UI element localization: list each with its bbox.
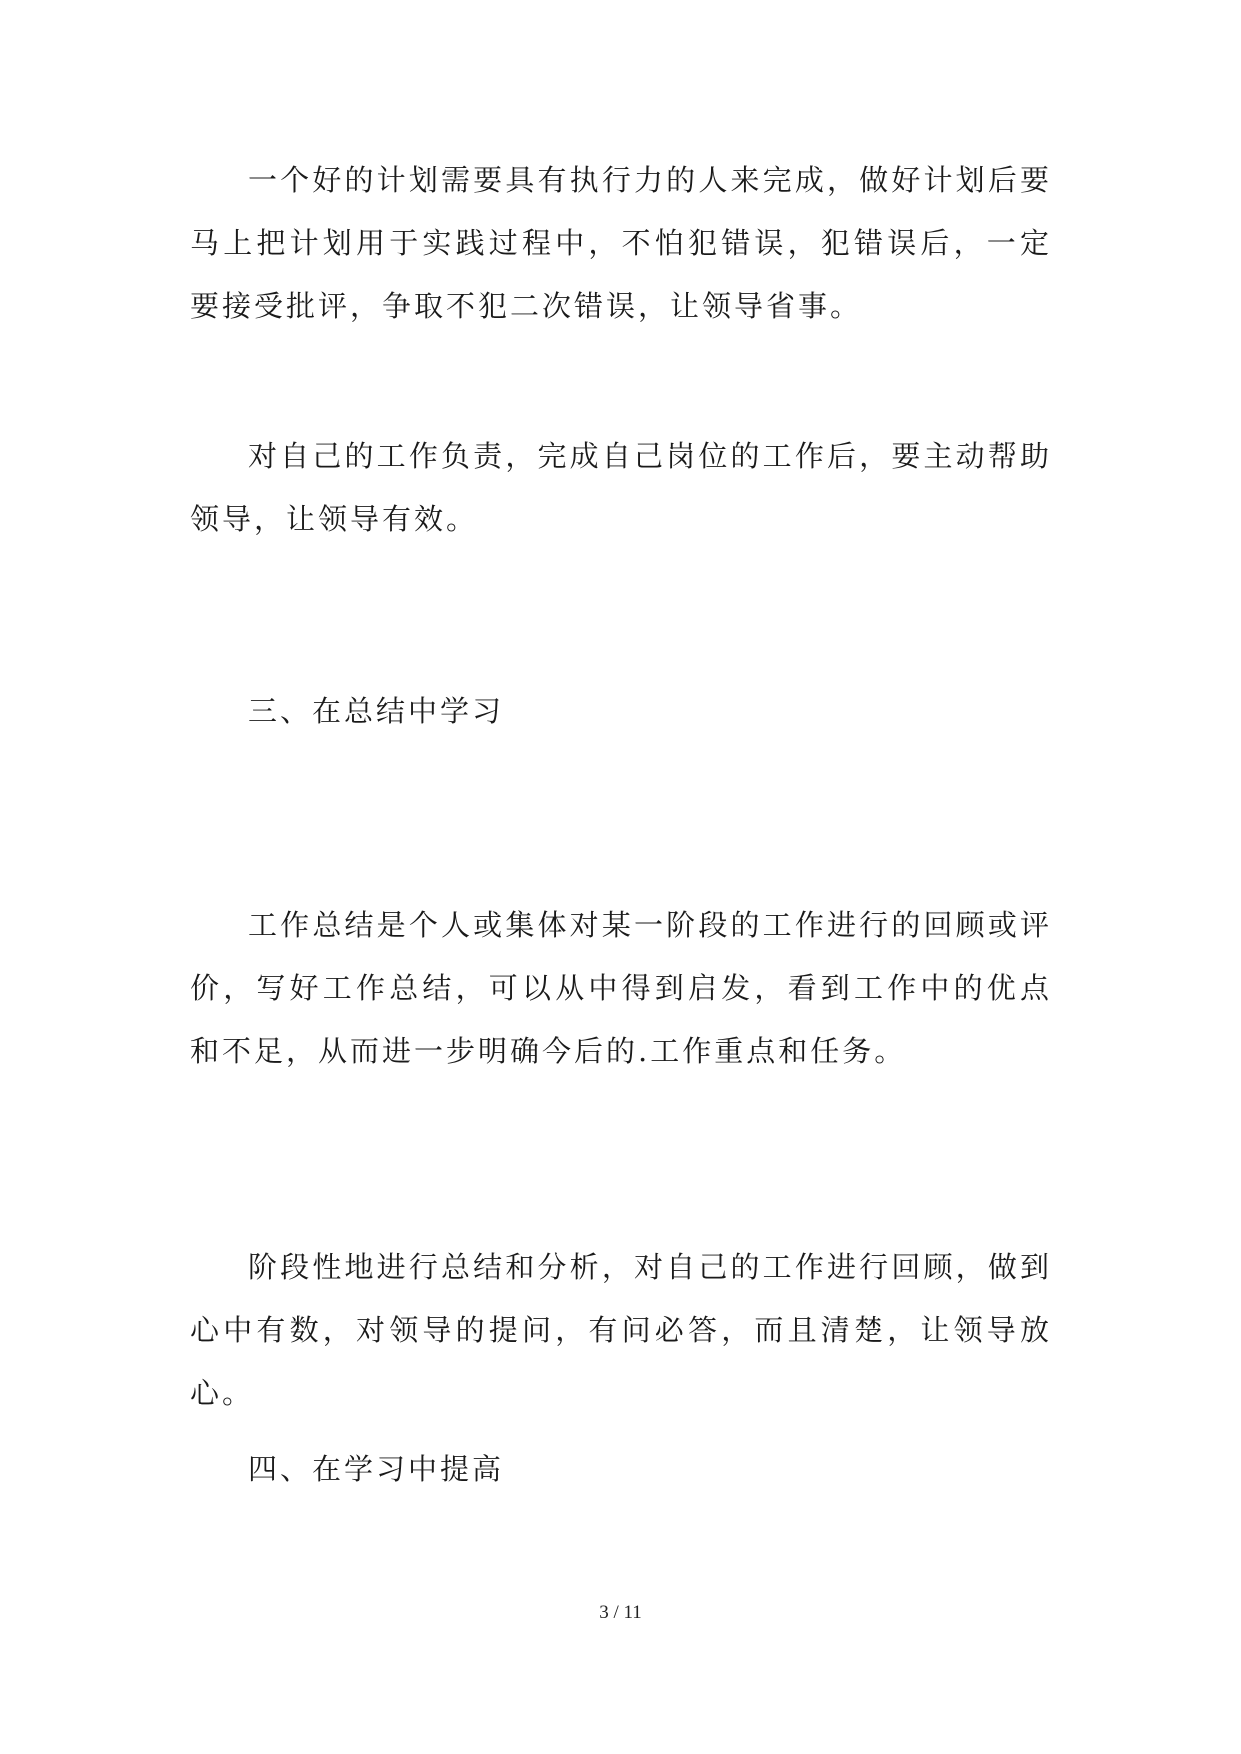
section-heading-3: 三、在总结中学习 (248, 694, 505, 728)
paragraph-periodic-review: 阶段性地进行总结和分析，对自己的工作进行回顾，做到心中有数，对领导的提问，有问必答，而且清楚，让领导放心。 (190, 1250, 1052, 1410)
paragraph-responsibility: 对自己的工作负责，完成自己岗位的工作后，要主动帮助领导，让领导有效。 (190, 439, 1052, 536)
page-number: 3 / 11 (599, 1602, 642, 1623)
section-heading-4: 四、在学习中提高 (248, 1452, 505, 1486)
paragraph-work-summary: 工作总结是个人或集体对某一阶段的工作进行的回顾或评价，写好工作总结，可以从中得到启发，看到工作中的优点和不足，从而进一步明确今后的.工作重点和任务。 (190, 908, 1052, 1068)
paragraph-plan-execution: 一个好的计划需要具有执行力的人来完成，做好计划后要马上把计划用于实践过程中，不怕犯错误，犯错误后，一定要接受批评，争取不犯二次错误，让领导省事。 (190, 163, 1052, 323)
